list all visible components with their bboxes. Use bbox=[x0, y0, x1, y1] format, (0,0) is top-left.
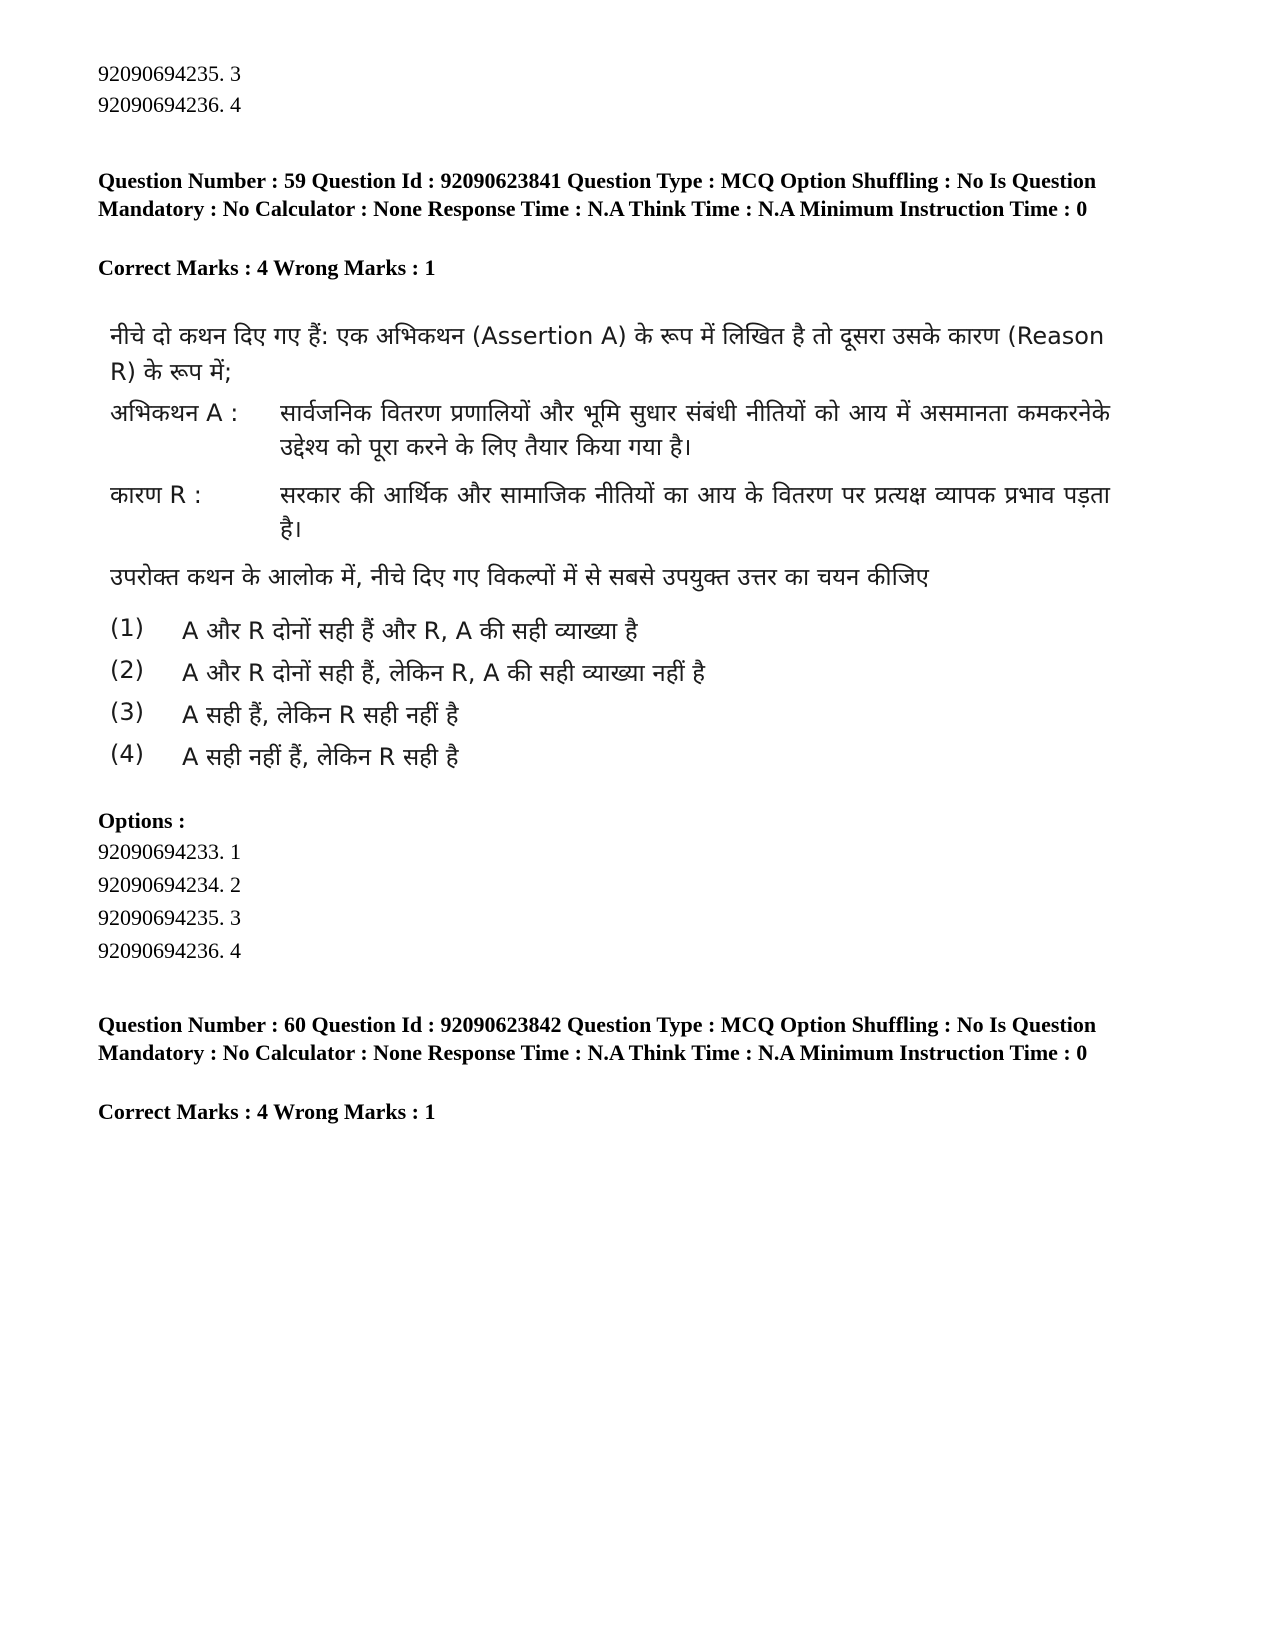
option-line: 92090694235. 3 bbox=[98, 905, 241, 930]
option-id: 92090694236 bbox=[98, 938, 219, 963]
choice-number: (3) bbox=[110, 698, 144, 726]
option-line: 92090694234. 2 bbox=[98, 872, 241, 897]
options-label: Options : bbox=[98, 808, 186, 833]
option-number: 2 bbox=[230, 872, 241, 897]
option-id: 92090694233 bbox=[98, 839, 219, 864]
option-id: 92090694235 bbox=[98, 905, 219, 930]
choice-text: A और R दोनों सही हैं और R, A की सही व्याख्या है bbox=[182, 617, 638, 645]
option-id: 92090694236 bbox=[98, 92, 219, 117]
choice-text: A और R दोनों सही हैं, लेकिन R, A की सही व्याख्या नहीं है bbox=[182, 659, 706, 687]
option-number: 4 bbox=[230, 92, 241, 117]
option-id: 92090694235 bbox=[98, 61, 219, 86]
choice-number: (2) bbox=[110, 656, 144, 684]
choice-text: A सही नहीं हैं, लेकिन R सही है bbox=[182, 743, 459, 771]
assertion-text: सार्वजनिक वितरण प्रणालियों और भूमि सुधार संबंधी नीतियों को आय में असमानता कमकरनेके उद्देश्य को पूरा करने के लिए तैयार किया गया है। bbox=[280, 399, 1110, 461]
option-id: 92090694234 bbox=[98, 872, 219, 897]
option-line: 92090694235. 3 bbox=[98, 61, 241, 86]
reason-text: सरकार की आर्थिक और सामाजिक नीतियों का आय के वितरण पर प्रत्यक्ष व्यापक प्रभाव पड़ता है। bbox=[280, 481, 1110, 543]
option-line: 92090694236. 4 bbox=[98, 938, 241, 963]
question-59-content bbox=[110, 318, 1130, 808]
option-line: 92090694236. 4 bbox=[98, 92, 241, 117]
choice-number: (4) bbox=[110, 740, 144, 768]
option-number: 3 bbox=[230, 905, 241, 930]
choice-text: A सही हैं, लेकिन R सही नहीं है bbox=[182, 701, 459, 729]
choice-number: (1) bbox=[110, 614, 144, 642]
question-60-header: Question Number : 60 Question Id : 92090623842 Question Type : MCQ Option Shuffling : No Is Question Mandatory : No Calculator : None Response Time : N.A Think Time : N.A Minimum Instruction Time : 0 bbox=[98, 1012, 1097, 1065]
option-number: 3 bbox=[230, 61, 241, 86]
assertion-label: अभिकथन A : bbox=[110, 399, 239, 427]
option-line: 92090694233. 1 bbox=[98, 839, 241, 864]
question-intro: नीचे दो कथन दिए गए हैं: एक अभिकथन (Assertion A) के रूप में लिखित है तो दूसरा उसके कारण (Reason R) के रूप में; bbox=[110, 322, 1105, 386]
option-number: 4 bbox=[230, 938, 241, 963]
reason-label: कारण R : bbox=[110, 481, 202, 509]
question-instruction: उपरोक्त कथन के आलोक में, नीचे दिए गए विकल्पों में से सबसे उपयुक्त उत्तर का चयन कीजिए bbox=[110, 563, 929, 591]
question-60-marks: Correct Marks : 4 Wrong Marks : 1 bbox=[98, 1099, 436, 1124]
option-number: 1 bbox=[230, 839, 241, 864]
question-59-marks: Correct Marks : 4 Wrong Marks : 1 bbox=[98, 255, 436, 280]
question-59-header: Question Number : 59 Question Id : 92090623841 Question Type : MCQ Option Shuffling : No Is Question Mandatory : No Calculator : None Response Time : N.A Think Time : N.A Minimum Instruction Time : 0 bbox=[98, 168, 1097, 221]
